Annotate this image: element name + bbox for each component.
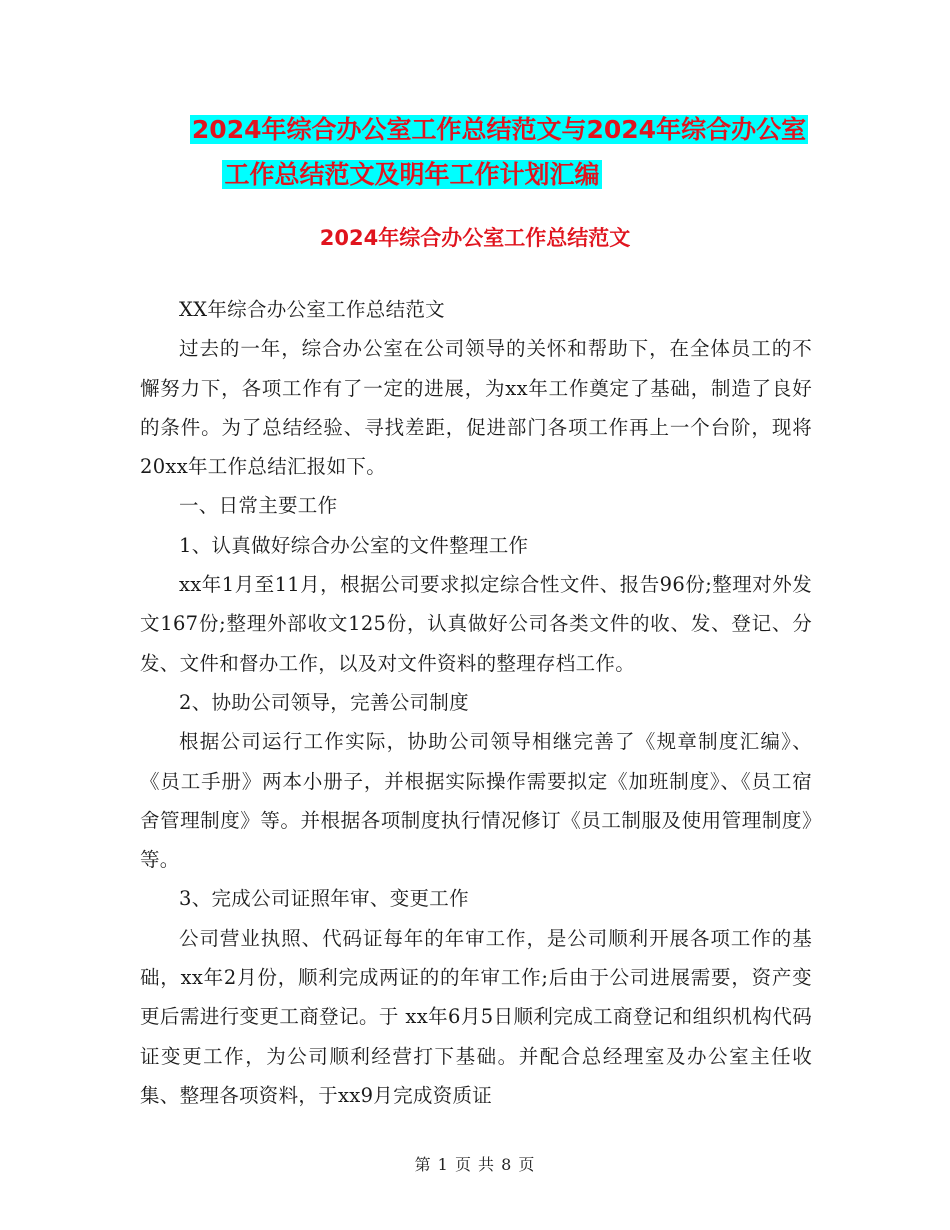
subsection-heading: 2、协助公司领导，完善公司制度 [179, 690, 469, 714]
document-title-line-2 [0, 155, 887, 195]
section-subtitle: 2024年综合办公室工作总结范文 [319, 226, 631, 250]
paragraph: XX年综合办公室工作总结范文 [179, 298, 445, 321]
subsection-heading: 1、认真做好综合办公室的文件整理工作 [179, 533, 529, 557]
section-heading: 一、日常主要工作 [179, 494, 338, 518]
paragraph: 过去的一年，综合办公室在公司领导的关怀和帮助下，在全体员工的不懈努力下，各项工作有了一定的进展，为xx年工作奠定了基础，制造了良好的条件。为了总结经验、寻找差距，促进部门各项工作再上一个台阶，现将20xx年工作总结汇报如下。 [140, 337, 812, 479]
subsection-heading: 3、完成公司证照年审、变更工作 [179, 887, 469, 911]
document-body [140, 290, 812, 1115]
paragraph: 根据公司运行工作实际，协助公司领导相继完善了《规章制度汇编》、《员工手册》两本小册子，并根据实际操作需要拟定《加班制度》、《员工宿舍管理制度》等。并根据各项制度执行情况修订《员工制服及使用管理制度》等。 [140, 730, 812, 872]
document-title-line-1 [24, 110, 950, 150]
document-title-text-1: 2024年综合办公室工作总结范文与2024年综合办公室 [191, 115, 807, 144]
document-title-text-2: 工作总结范文及明年工作计划汇编 [224, 160, 600, 189]
paragraph: 公司营业执照、代码证每年的年审工作，是公司顺利开展各项工作的基础，xx年2月份，顺利完成两证的的年审工作;后由于公司进展需要，资产变更后需进行变更工商登记。于 xx年6月5日顺利完成工商登记和组织机构代码证变更工作，为公司顺利经营打下基础。并配合总经理室及办公室主任收集、整理各项资料，于xx9月完成资质证 [140, 926, 812, 1107]
page-footer: 第 1 页 共 8 页 [414, 1155, 536, 1174]
paragraph: xx年1月至11月，根据公司要求拟定综合性文件、报告96份;整理对外发文167份;整理外部收文125份，认真做好公司各类文件的收、发、登记、分发、文件和督办工作，以及对文件资料的整理存档工作。 [140, 573, 812, 675]
